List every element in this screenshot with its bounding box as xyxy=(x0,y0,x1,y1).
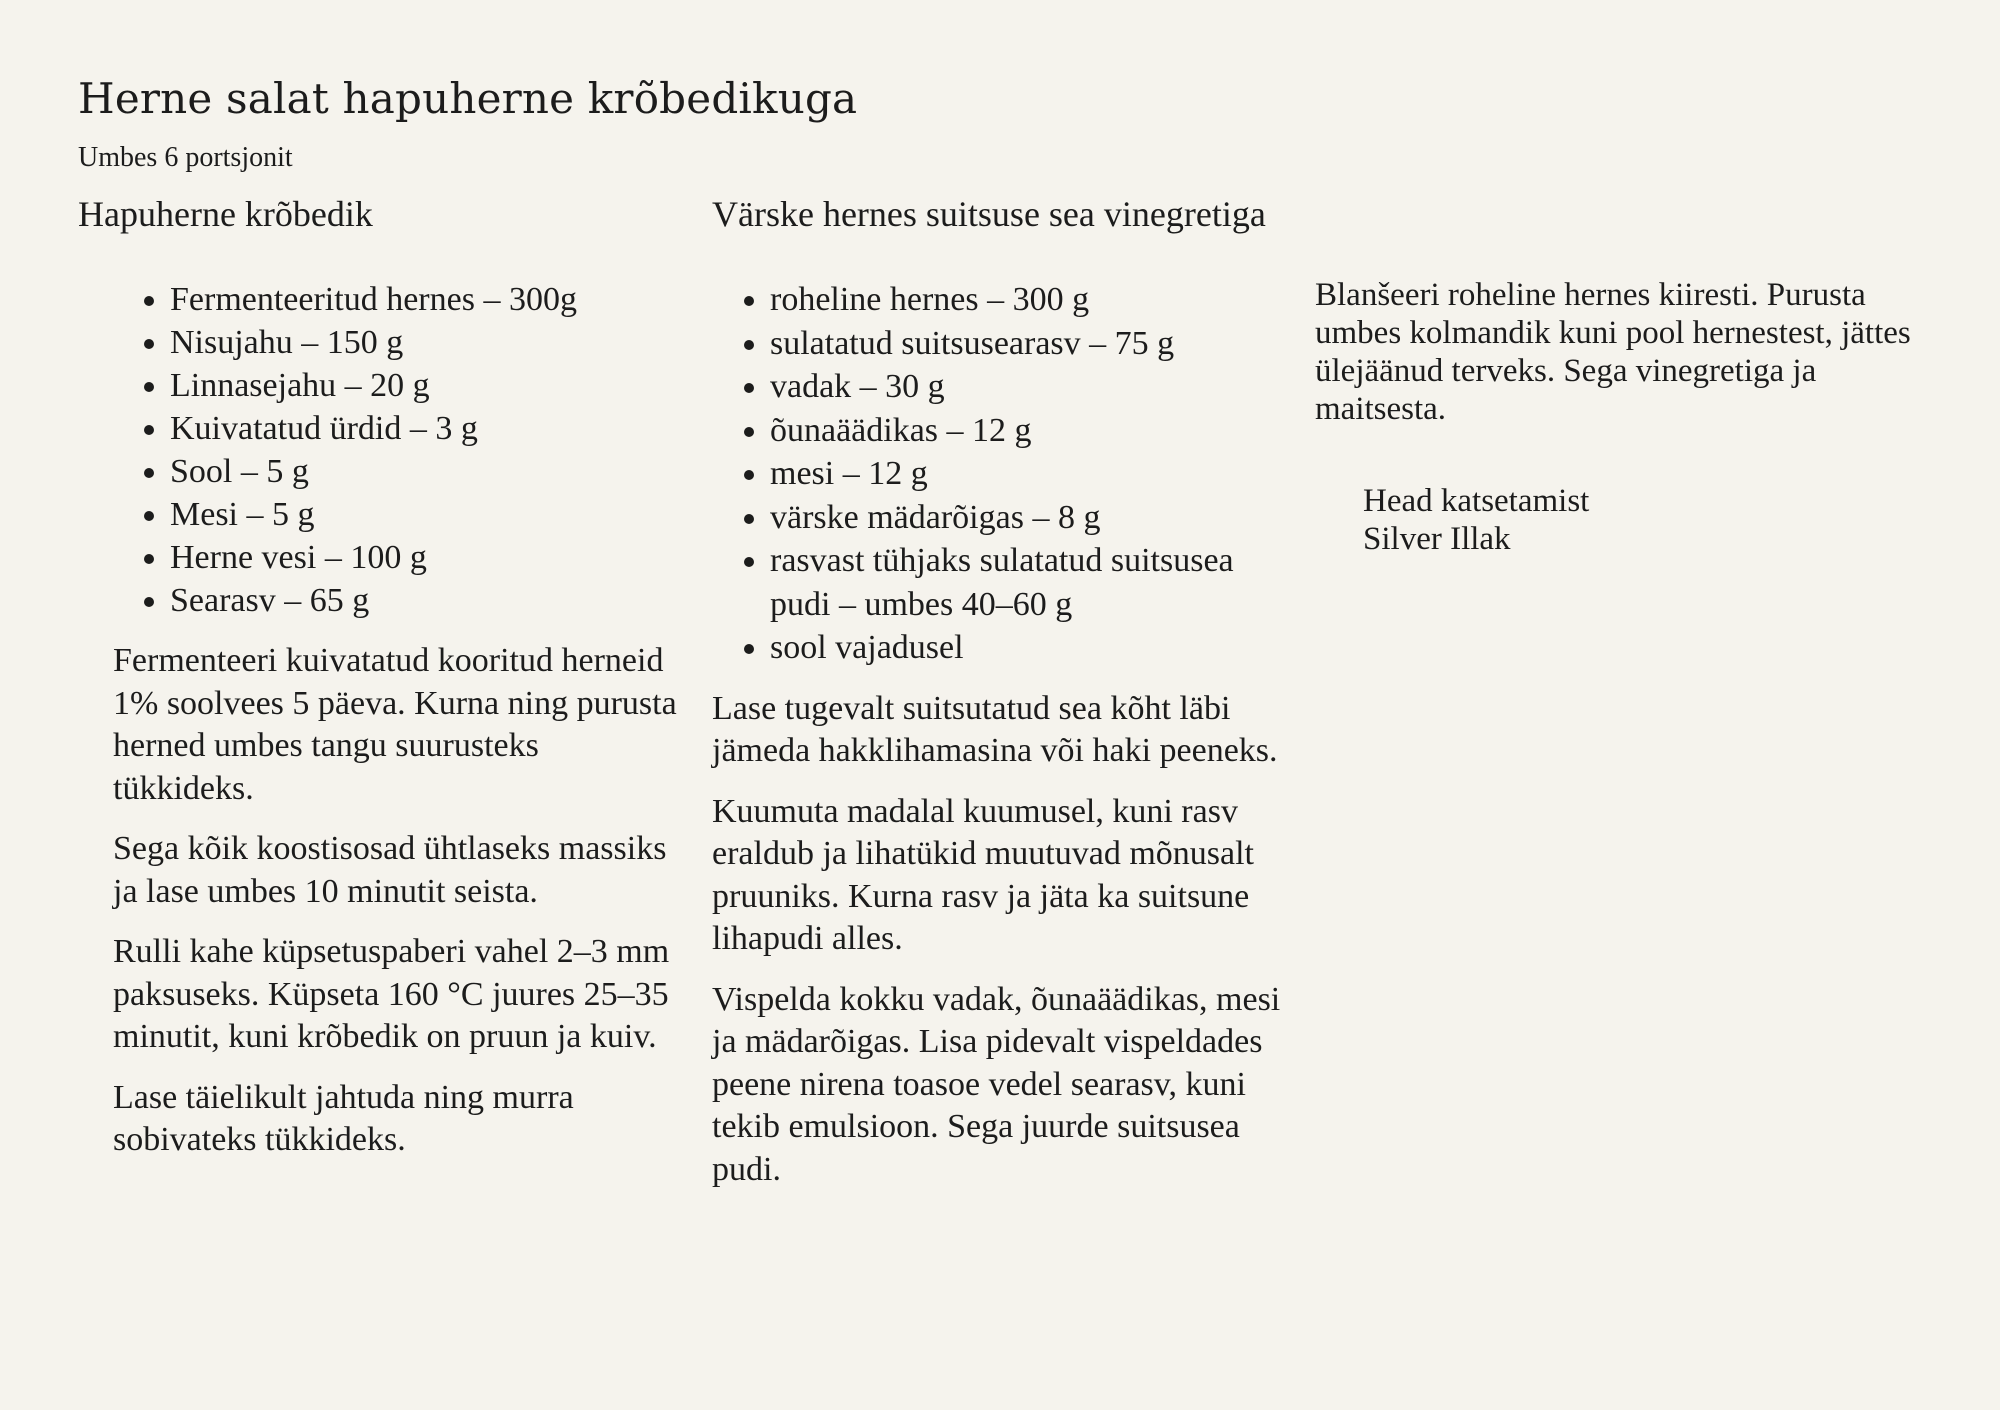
list-item: • sulatatud suitsusearasv – 75 g xyxy=(770,322,1292,366)
list-item: • Fermenteeritud hernes – 300g xyxy=(170,278,678,321)
step-paragraph: Vispelda kokku vadak, õunaäädikas, mesi ja mädarõigas. Lisa pidevalt vispeldades peene nirena toasoe vedel searasv, kuni tekib emulsioon. Sega juurde suitsusea pudi. xyxy=(712,980,1281,1188)
vinaigrette-heading: Värske hernes suitsuse sea vinegretiga xyxy=(712,194,1266,234)
crisp-steps xyxy=(78,640,678,1162)
step-paragraph: Rulli kahe küpsetuspaberi vahel 2–3 mm paksuseks. Küpseta 160 °C juures 25–35 minutit, kuni krõbedik on pruun ja kuiv. xyxy=(113,933,670,1055)
crisp-ingredient-list xyxy=(78,278,678,622)
vinaigrette-steps xyxy=(712,688,1292,1192)
list-item: • Mesi – 5 g xyxy=(170,493,678,536)
list-item: • Linnasejahu – 20 g xyxy=(170,364,678,407)
list-item: • Searasv – 65 g xyxy=(170,579,678,622)
list-item: • sool vajadusel xyxy=(770,626,1292,670)
step-paragraph: Lase tugevalt suitsutatud sea kõht läbi jämeda hakklihamasina või haki peeneks. xyxy=(712,689,1278,769)
step-paragraph: Sega kõik koostisosad ühtlaseks massiks ja lase umbes 10 minutit seista. xyxy=(113,830,667,910)
vinaigrette-ingredient-list xyxy=(712,278,1292,670)
step-paragraph: Kuumuta madalal kuumusel, kuni rasv eraldub ja lihatükid muutuvad mõnusalt pruuniks. Kurna rasv ja jäta ka suitsune lihapudi alles. xyxy=(712,792,1255,957)
assembly-text: Blanšeeri roheline hernes kiiresti. Purusta umbes kolmandik kuni pool hernestest, jättes ülejäänud terveks. Sega vinegretiga ja maitsesta. xyxy=(1315,277,1911,427)
list-item: • Kuivatatud ürdid – 3 g xyxy=(170,407,678,450)
servings-subtitle: Umbes 6 portsjonit xyxy=(78,142,293,173)
list-item: • roheline hernes – 300 g xyxy=(770,278,1292,322)
list-item: • Herne vesi – 100 g xyxy=(170,536,678,579)
list-item: • rasvast tühjaks sulatatud suitsusea pudi – umbes 40–60 g xyxy=(770,539,1292,626)
list-item: • Sool – 5 g xyxy=(170,450,678,493)
page-title: Herne salat hapuherne krõbedikuga xyxy=(78,74,858,123)
crisp-recipe-column xyxy=(78,192,678,1180)
list-item: • Nisujahu – 150 g xyxy=(170,321,678,364)
list-item: • mesi – 12 g xyxy=(770,452,1292,496)
assembly-column xyxy=(1315,276,1945,558)
list-item: • vadak – 30 g xyxy=(770,365,1292,409)
closing-line: Head katsetamist xyxy=(1363,483,1590,519)
author-name: Silver Illak xyxy=(1363,521,1511,557)
list-item: • õunaäädikas – 12 g xyxy=(770,409,1292,453)
step-paragraph: Fermenteeri kuivatatud kooritud herneid 1% soolvees 5 päeva. Kurna ning purusta herned umbes tangu suurusteks tükkideks. xyxy=(113,642,677,807)
vinaigrette-recipe-column xyxy=(712,192,1292,1209)
list-item: • värske mädarõigas – 8 g xyxy=(770,496,1292,540)
step-paragraph: Lase täielikult jahtuda ning murra sobivateks tükkideks. xyxy=(113,1078,574,1158)
crisp-heading: Hapuherne krõbedik xyxy=(78,194,373,234)
signature xyxy=(1315,482,1945,558)
